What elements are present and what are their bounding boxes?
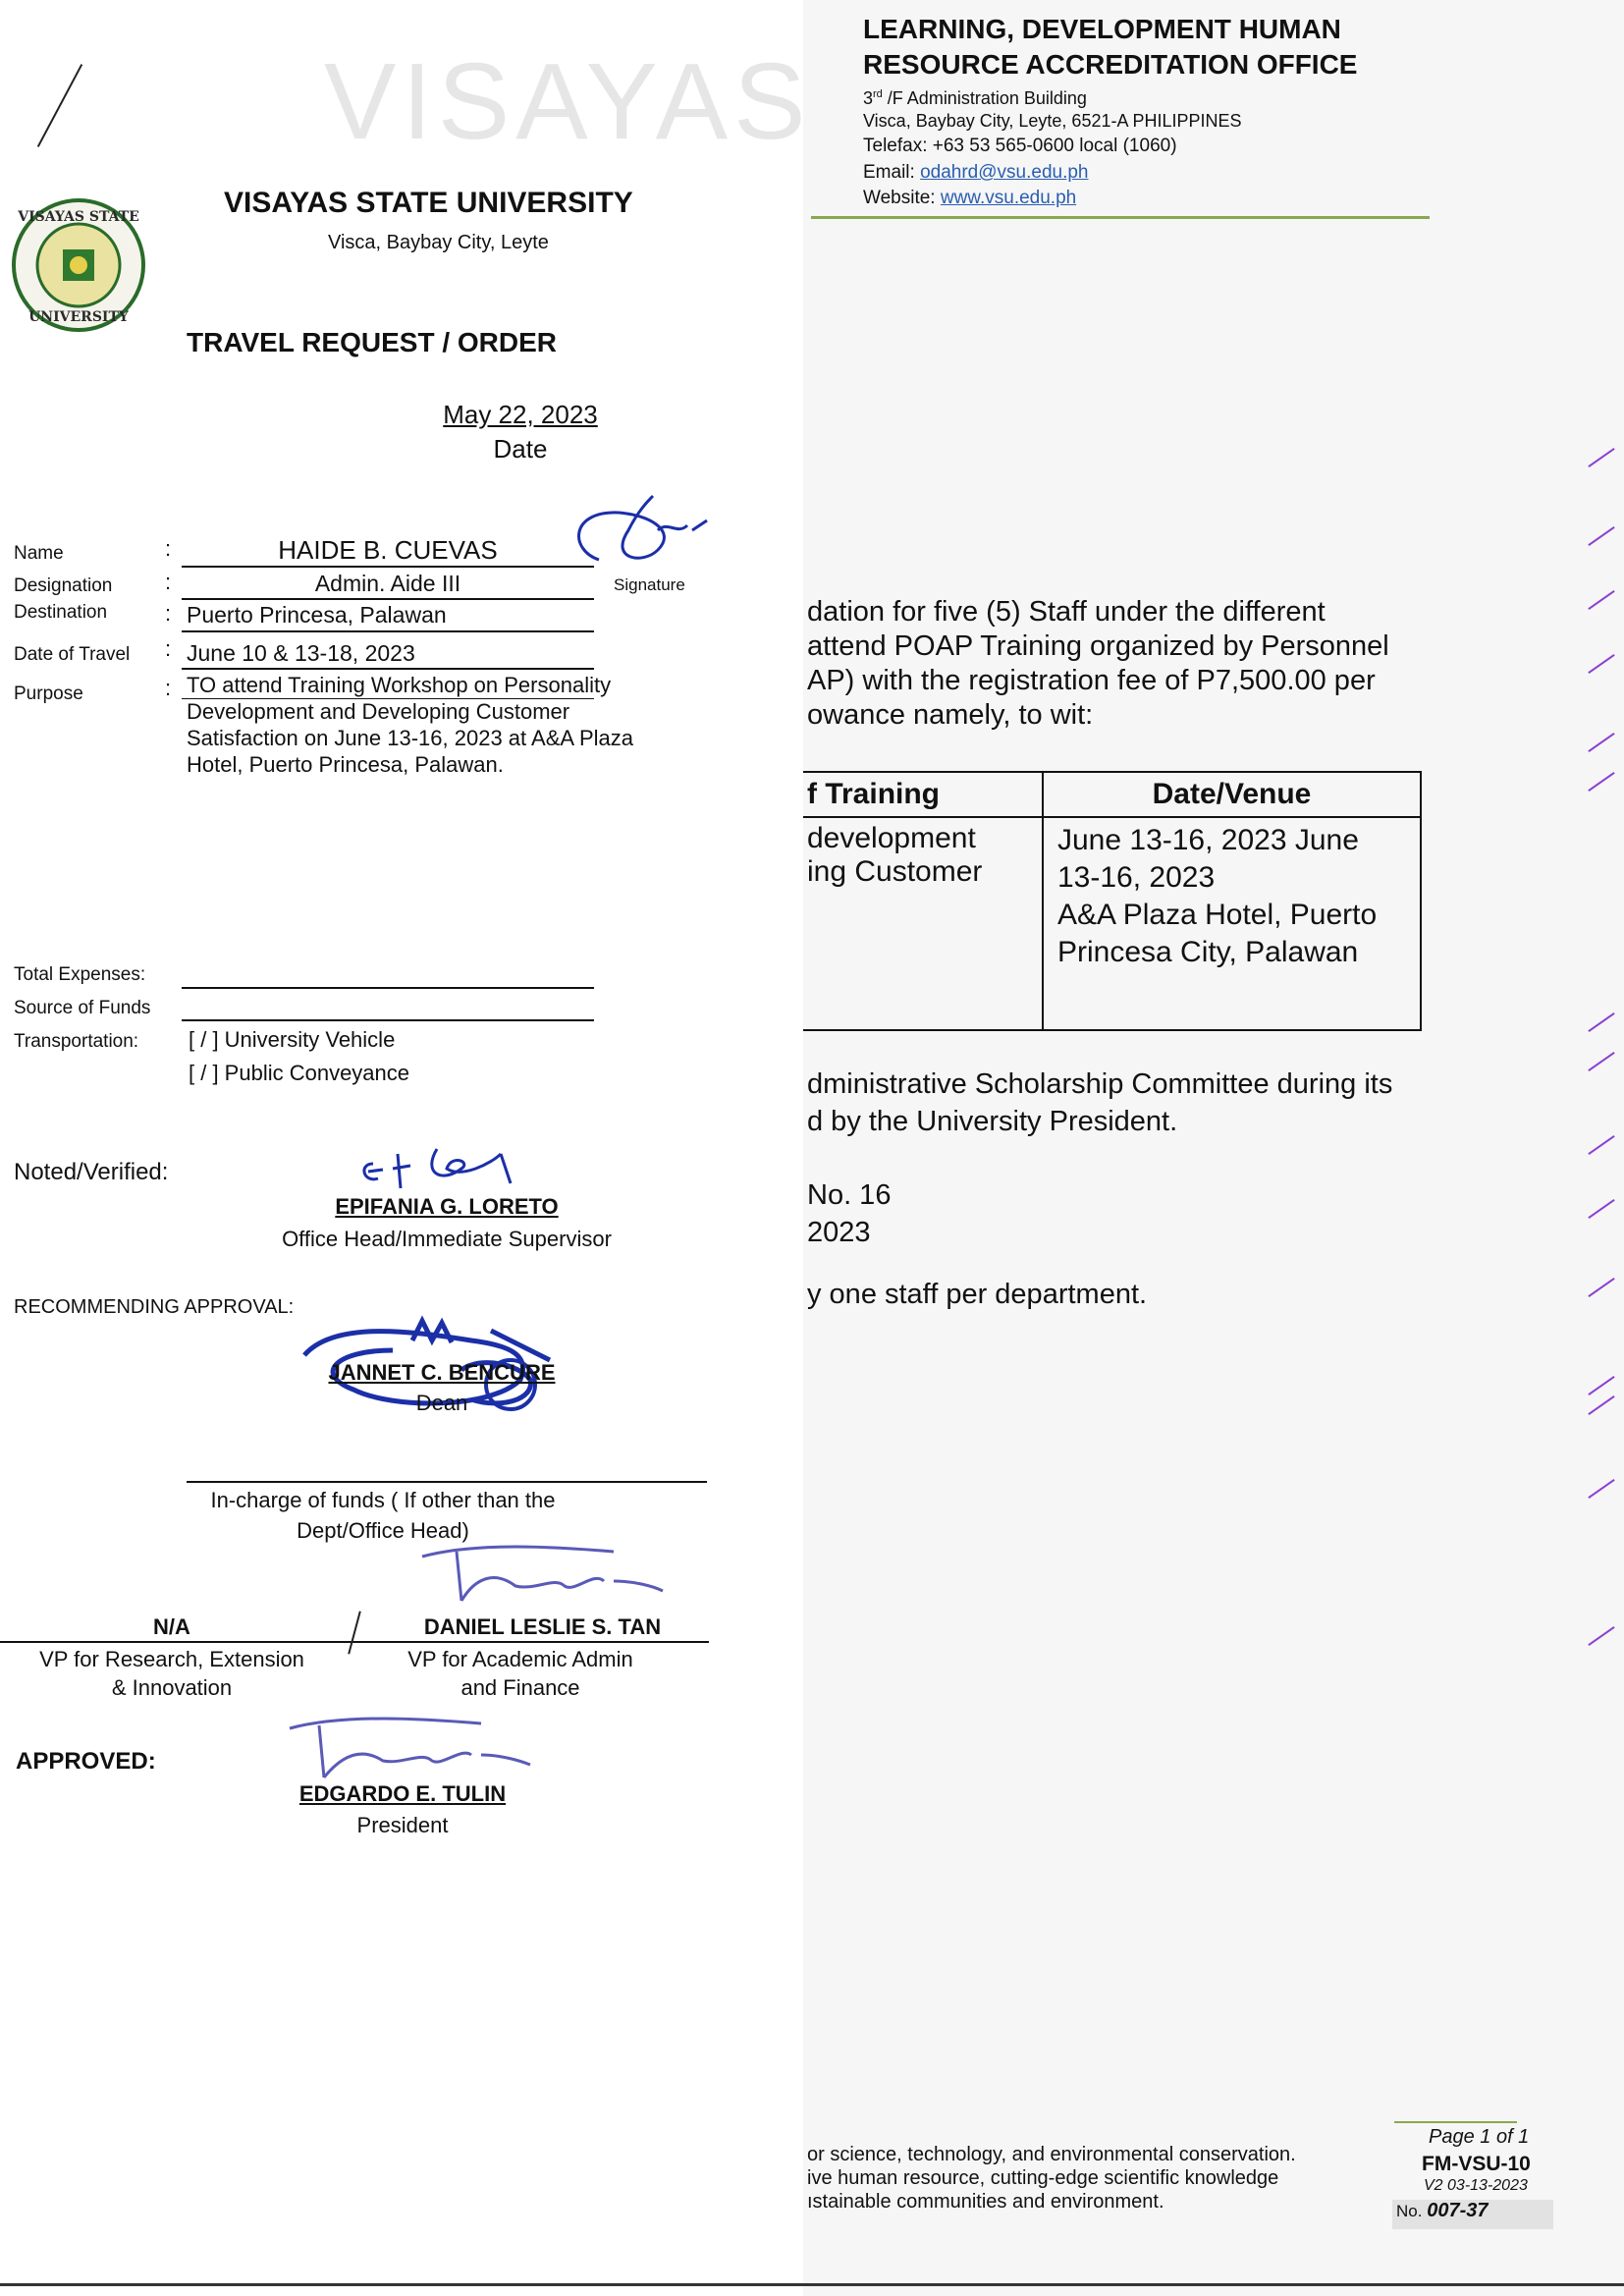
date-label: Date bbox=[493, 434, 548, 464]
designation-underline bbox=[182, 598, 594, 600]
name-value: HAIDE B. CUEVAS bbox=[278, 535, 498, 565]
table-cell-training: development ing Customer bbox=[803, 817, 1043, 1030]
date-of-travel-label: Date of Travel bbox=[14, 644, 131, 665]
destination-value: Puerto Princesa, Palawan bbox=[187, 602, 447, 628]
email-link[interactable]: odahrd@vsu.edu.ph bbox=[920, 162, 1089, 183]
background-document-right bbox=[803, 0, 1624, 2296]
name-colon: : bbox=[165, 536, 172, 561]
vp-research-title: VP for Research, Extension & Innovation bbox=[39, 1647, 304, 1700]
transport-option-university-vehicle: [ / ] University Vehicle bbox=[189, 1027, 396, 1052]
incharge-line bbox=[187, 1481, 707, 1483]
form-code: FM-VSU-10 bbox=[1422, 2153, 1531, 2175]
letter-paragraph-2: dministrative Scholarship Committee during its d by the University President. bbox=[807, 1068, 1393, 1137]
date-of-travel-colon: : bbox=[165, 636, 172, 661]
office-email: Email: odahrd@vsu.edu.ph bbox=[863, 162, 1089, 183]
transportation-label: Transportation: bbox=[14, 1031, 139, 1052]
office-name-line1: LEARNING, DEVELOPMENT HUMAN bbox=[863, 14, 1341, 44]
date-of-travel-value: June 10 & 13-18, 2023 bbox=[187, 640, 415, 666]
destination-label: Destination bbox=[14, 602, 108, 623]
university-address: Visca, Baybay City, Leyte bbox=[328, 232, 549, 253]
vp-admin-title: VP for Academic Admin and Finance bbox=[407, 1647, 633, 1700]
office-name-line2: RESOURCE ACCREDITATION OFFICE bbox=[863, 49, 1358, 80]
university-name: VISAYAS STATE UNIVERSITY bbox=[224, 187, 633, 219]
designation-label: Designation bbox=[14, 575, 113, 596]
source-of-funds-line bbox=[182, 1019, 594, 1021]
incharge-title: In-charge of funds ( If other than the Dept/Office Head) bbox=[210, 1488, 556, 1543]
bottom-edge-line bbox=[0, 2283, 1624, 2286]
purpose-label: Purpose bbox=[14, 683, 83, 704]
source-of-funds-label: Source of Funds bbox=[14, 998, 151, 1018]
president-name: EDGARDO E. TULIN bbox=[298, 1781, 507, 1806]
dean-title: Dean bbox=[415, 1391, 468, 1415]
name-label: Name bbox=[14, 543, 64, 564]
dean-name: JANNET C. BENCURE bbox=[328, 1360, 556, 1385]
noted-label: Noted/Verified: bbox=[14, 1159, 169, 1185]
form-version: V2 03-13-2023 bbox=[1424, 2177, 1528, 2194]
table-header-training: f Training bbox=[803, 772, 1043, 817]
vp-admin-name: DANIEL LESLIE S. TAN bbox=[423, 1614, 662, 1639]
office-address-line1: 3rd /F Administration Building bbox=[863, 88, 1087, 108]
footer-rule bbox=[1394, 2121, 1517, 2123]
office-telefax: Telefax: +63 53 565-0600 local (1060) bbox=[863, 136, 1177, 156]
form-title: TRAVEL REQUEST / ORDER bbox=[187, 327, 558, 357]
noted-name: EPIFANIA G. LORETO bbox=[335, 1194, 559, 1219]
signature-label: Signature bbox=[614, 575, 685, 594]
president-title: President bbox=[356, 1813, 449, 1837]
ghost-watermark: VISAYAS bbox=[324, 41, 812, 162]
website-link[interactable]: www.vsu.edu.ph bbox=[940, 188, 1077, 208]
training-table bbox=[803, 771, 1422, 1031]
footer-mission-text: or science, technology, and environmental conservation. ive human resource, cutting-edge scientific knowledge ıstainable communities and environment. bbox=[807, 2144, 1296, 2213]
president-signature bbox=[285, 1704, 540, 1787]
control-number: No. 007-37 bbox=[1392, 2200, 1553, 2229]
destination-underline bbox=[182, 630, 594, 632]
date-value: May 22, 2023 bbox=[443, 400, 598, 429]
designation-colon: : bbox=[165, 570, 172, 594]
letter-paragraph: dation for five (5) Staff under the different attend POAP Training organized by Personnel AP) with the registration fee of P7,500.00 per owance namely, to wit: bbox=[807, 596, 1389, 731]
purpose-value: TO attend Training Workshop on Personality Development and Developing Customer Satisfaction on June 13-16, 2023 at A&A Plaza Hotel, Puerto Princesa, Palawan. bbox=[187, 673, 633, 777]
designation-value: Admin. Aide III bbox=[314, 571, 461, 596]
approved-label: APPROVED: bbox=[16, 1748, 156, 1775]
noted-title: Office Head/Immediate Supervisor bbox=[282, 1227, 612, 1251]
university-seal bbox=[10, 196, 147, 334]
total-expenses-label: Total Expenses: bbox=[14, 964, 146, 985]
table-header-date-venue: Date/Venue bbox=[1043, 772, 1421, 817]
recommending-label: RECOMMENDING APPROVAL: bbox=[14, 1296, 295, 1318]
table-cell-date-venue: June 13-16, 2023 June 13-16, 2023 A&A Plaza Hotel, Puerto Princesa City, Palawan bbox=[1043, 817, 1421, 1030]
total-expenses-line bbox=[182, 987, 594, 989]
office-address-line2: Visca, Baybay City, Leyte, 6521-A PHILIPPINES bbox=[863, 111, 1242, 131]
reference-number: No. 16 2023 bbox=[807, 1179, 892, 1248]
page-number: Page 1 of 1 bbox=[1429, 2126, 1530, 2148]
supervisor-signature bbox=[353, 1134, 550, 1203]
vp-row-line bbox=[0, 1641, 709, 1643]
name-underline bbox=[182, 566, 594, 568]
date-of-travel-underline bbox=[182, 668, 594, 670]
transport-option-public-conveyance: [ / ] Public Conveyance bbox=[189, 1061, 410, 1085]
purpose-underline bbox=[182, 698, 594, 699]
vp-admin-signature bbox=[417, 1532, 673, 1611]
destination-colon: : bbox=[165, 601, 172, 626]
vp-research-name: N/A bbox=[153, 1614, 190, 1639]
office-website: Website: www.vsu.edu.ph bbox=[863, 188, 1077, 208]
office-header-rule bbox=[811, 216, 1430, 219]
svg-text:UNIVERSITY: UNIVERSITY bbox=[28, 309, 129, 325]
letter-note: y one staff per department. bbox=[807, 1279, 1148, 1310]
purpose-colon: : bbox=[165, 676, 172, 700]
svg-text:VISAYAS STATE: VISAYAS STATE bbox=[18, 209, 139, 225]
